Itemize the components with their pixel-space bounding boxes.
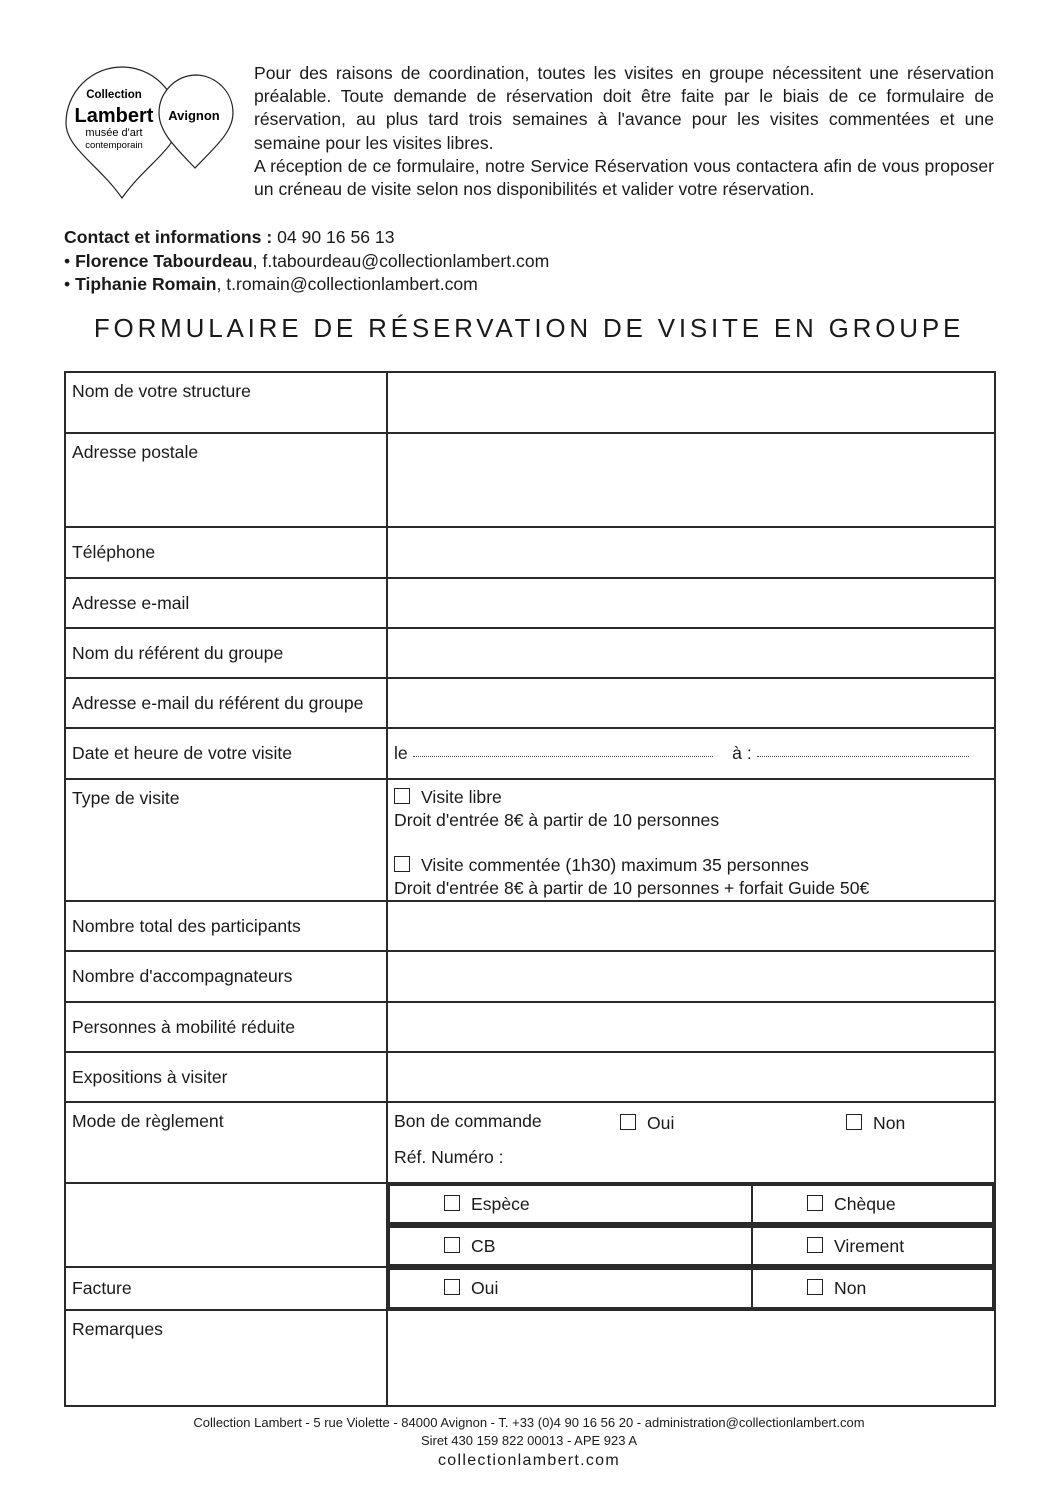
footer-website[interactable]: collectionlambert.com: [437, 1452, 621, 1469]
field-phone[interactable]: [387, 527, 995, 578]
field-invoice: [387, 1267, 995, 1310]
collection-lambert-logo: [60, 52, 236, 202]
visit-guided-checkbox[interactable]: [394, 856, 410, 872]
date-a-label: à :: [732, 743, 752, 763]
contact-person-email[interactable]: f.tabourdeau@collectionlambert.com: [262, 250, 550, 271]
label-reduced-mobility: Personnes à mobilité réduite: [65, 1002, 387, 1052]
logo-line2: Lambert: [74, 105, 154, 127]
field-exhibitions[interactable]: [387, 1052, 995, 1102]
transfer-checkbox[interactable]: [807, 1237, 823, 1253]
invoice-no-checkbox[interactable]: [807, 1279, 823, 1295]
intro-text: [254, 62, 994, 201]
invoice-yes-label: Oui: [471, 1278, 499, 1298]
invoice-no-label: Non: [834, 1278, 867, 1298]
cash-label: Espèce: [471, 1193, 530, 1214]
visit-free-desc: Droit d'entrée 8€ à partir de 10 personnes: [394, 810, 720, 830]
payment-methods-row-2: [387, 1225, 995, 1267]
logo-line4: contemporain: [85, 140, 143, 151]
contact-block: [64, 226, 549, 297]
label-visit-type: Type de visite: [65, 779, 387, 901]
field-reduced-mobility[interactable]: [387, 1002, 995, 1052]
payment-methods-row-1: [387, 1183, 995, 1225]
cash-checkbox[interactable]: [444, 1195, 460, 1211]
contact-label: Contact et informations :: [64, 227, 273, 247]
invoice-yes-checkbox[interactable]: [444, 1279, 460, 1295]
field-companions[interactable]: [387, 951, 995, 1002]
contact-person-name: Florence Tabourdeau: [75, 250, 253, 271]
date-le-label: le: [394, 743, 408, 763]
field-referent-email[interactable]: [387, 678, 995, 728]
contact-person: • Tiphanie Romain, t.romain@collectionlambert.com: [64, 274, 478, 294]
cheque-label: Chèque: [834, 1193, 896, 1214]
card-checkbox[interactable]: [444, 1237, 460, 1253]
intro-paragraph-1: Pour des raisons de coordination, toutes les visites en groupe nécessitent une réservation préalable. Toute demande de réservation doit être faite par le biais de ce formulaire de réservation, au plus tard trois semaines à l'avance pour les visites commentées et une semaine pour les visites libres.: [254, 63, 994, 153]
order-yes-label: Oui: [647, 1113, 675, 1133]
contact-person-email[interactable]: t.romain@collectionlambert.com: [226, 274, 478, 294]
order-ref[interactable]: Réf. Numéro :: [394, 1147, 504, 1167]
footer-address: Collection Lambert - 5 rue Violette - 84000 Avignon - T. +33 (0)4 90 16 56 20 - administration@collectionlambert.com: [193, 1415, 865, 1430]
contact-heading: [64, 226, 549, 250]
field-referent[interactable]: [387, 628, 995, 678]
form-title: FORMULAIRE DE RÉSERVATION DE VISITE EN GROUPE: [93, 313, 965, 343]
label-referent-email: Adresse e-mail du référent du groupe: [65, 678, 387, 728]
intro-paragraph-2: A réception de ce formulaire, notre Service Réservation vous contactera afin de vous proposer un créneau de visite selon nos disponibilités et valider votre réservation.: [254, 155, 994, 200]
footer: [0, 1414, 1058, 1472]
label-participants: Nombre total des participants: [65, 901, 387, 951]
logo-line3: musée d'art: [85, 127, 143, 139]
order-no-label: Non: [873, 1113, 906, 1133]
order-yes-checkbox[interactable]: [620, 1114, 636, 1130]
order-label: Bon de commande: [394, 1111, 542, 1131]
label-structure: Nom de votre structure: [65, 372, 387, 433]
logo-city: Avignon: [168, 108, 220, 123]
label-date: Date et heure de votre visite: [65, 728, 387, 779]
order-no-checkbox[interactable]: [846, 1114, 862, 1130]
cheque-checkbox[interactable]: [807, 1195, 823, 1211]
label-exhibitions: Expositions à visiter: [65, 1052, 387, 1102]
footer-siret: Siret 430 159 822 00013 - APE 923 A: [420, 1433, 638, 1448]
date-day-line[interactable]: [413, 746, 713, 757]
field-participants[interactable]: [387, 901, 995, 951]
logo-line1: Collection: [86, 89, 142, 101]
card-label: CB: [471, 1235, 496, 1256]
contact-phone: 04 90 16 56 13: [277, 227, 395, 247]
label-referent: Nom du référent du groupe: [65, 628, 387, 678]
visit-free-label: Visite libre: [421, 787, 502, 807]
date-time-line[interactable]: [757, 746, 969, 757]
visit-guided-desc: Droit d'entrée 8€ à partir de 10 personnes + forfait Guide 50€: [394, 878, 870, 898]
label-invoice: Facture: [65, 1267, 387, 1310]
label-payment: Mode de règlement: [65, 1102, 387, 1183]
label-email: Adresse e-mail: [65, 578, 387, 628]
label-companions: Nombre d'accompagnateurs: [65, 951, 387, 1002]
label-address: Adresse postale: [65, 433, 387, 527]
field-remarks[interactable]: [387, 1310, 995, 1406]
field-email[interactable]: [387, 578, 995, 628]
field-address[interactable]: [387, 433, 995, 527]
field-structure[interactable]: [387, 372, 995, 433]
field-visit-type: [387, 779, 995, 901]
field-payment-order: [387, 1102, 995, 1183]
label-remarks: Remarques: [65, 1310, 387, 1406]
visit-free-checkbox[interactable]: [394, 788, 410, 804]
transfer-label: Virement: [834, 1235, 905, 1256]
contact-person-name: Tiphanie Romain: [75, 274, 217, 294]
reservation-form: [64, 371, 996, 1407]
visit-guided-label: Visite commentée (1h30) maximum 35 personnes: [421, 855, 809, 875]
field-date: [387, 728, 995, 779]
contact-person: • Florence Tabourdeau, f.tabourdeau@collectionlambert.com: [64, 250, 550, 271]
label-phone: Téléphone: [65, 527, 387, 578]
